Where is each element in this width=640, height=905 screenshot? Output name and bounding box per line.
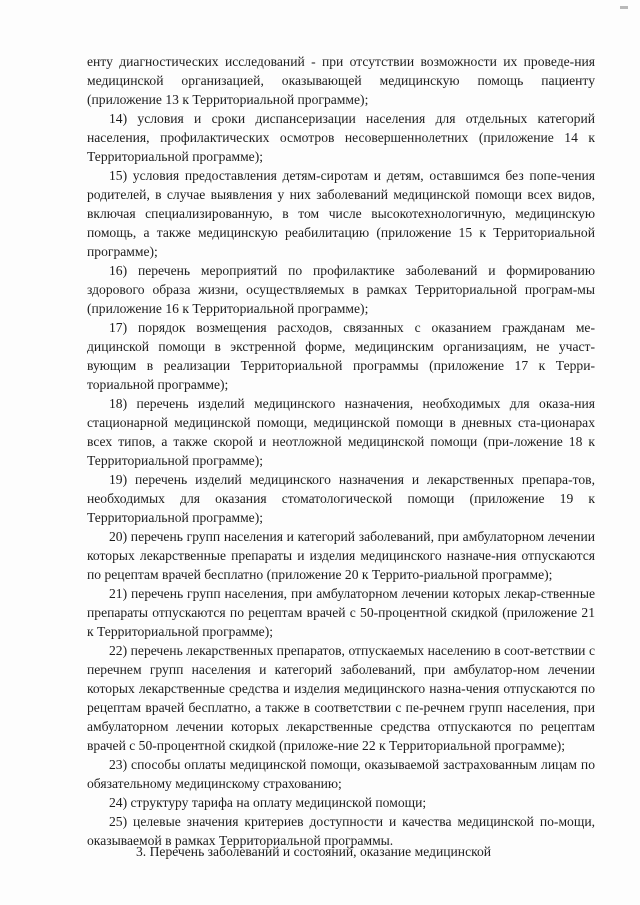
list-item-20: 20) перечень групп населения и категорий заболеваний, при амбулаторном лечении которых лекарственные препараты и изделия медицинского назначе-ния отпускаются по рецептам врачей бесплатно (приложение 20 к Террито-риальной программе); — [87, 529, 595, 582]
scan-artifact — [620, 6, 628, 9]
list-item-17: 17) порядок возмещения расходов, связанных с оказанием гражданам ме-дицинской помощи в экстренной форме, медицинским организациям, не участ-вующим в реализации Территориальной программы (приложение 17 к Терри-ториальной программе); — [87, 320, 595, 392]
list-item-16: 16) перечень мероприятий по профилактике заболеваний и формированию здорового образа жизни, осуществляемых в рамках Территориальной програм-мы (приложение 16 к Территориальной программе); — [87, 263, 595, 316]
list-item-24: 24) структуру тарифа на оплату медицинской помощи; — [109, 795, 427, 810]
list-item-19: 19) перечень изделий медицинского назначения и лекарственных препара-тов, необходимых для оказания стоматологической помощи (приложение 19 к Территориальной программе); — [87, 472, 595, 525]
list-item-14: 14) условия и сроки диспансеризации населения для отдельных категорий населения, профилактических осмотров несовершеннолетних (приложение 14 к Территориальной программе); — [87, 111, 595, 164]
section-heading: 3. Перечень заболеваний и состояний, оказание медицинской — [136, 844, 492, 859]
list-item-15: 15) условия предоставления детям-сиротам и детям, оставшимся без попе-чения родителей, в случае выявления у них заболеваний медицинской помощи всех видов, включая специализированную, в том числе высокотехнологичную, медицинскую помощь, а также медицинскую реабилитацию (приложение 15 к Территориальной программе); — [87, 168, 595, 259]
list-item-21: 21) перечень групп населения, при амбулаторном лечении которых лекар-ственные препараты отпускаются по рецептам врачей с 50-процентной скидкой (приложение 21 к Территориальной программе); — [87, 586, 595, 639]
list-item-23: 23) способы оплаты медицинской помощи, оказываемой застрахованным лицам по обязательному медицинскому страхованию; — [87, 757, 595, 791]
list-item-22: 22) перечень лекарственных препаратов, отпускаемых населению в соот-ветствии с перечнем групп населения и категорий заболеваний, при амбулатор-ном лечении которых лекарственные средства и изделия медицинского назна-чения отпускаются по рецептам врачей бесплатно, а также в соответствии с пе-речнем групп населения, при амбулаторном лечении которых лекарственные средства отпускаются по рецептам врачей с 50-процентной скидкой (приложе-ние 22 к Территориальной программе); — [87, 643, 595, 753]
list-item-18: 18) перечень изделий медицинского назначения, необходимых для оказа-ния стационарной медицинской помощи, медицинской помощи в дневных ста-ционарах всех типов, а также скорой и неотложной медицинской помощи (при-ложение 18 к Территориальной программе); — [87, 396, 595, 468]
paragraph-continuation: енту диагностических исследований - при отсутствии возможности их проведе-ния медицинской организацией, оказывающей медицинскую помощь пациенту (приложение 13 к Территориальной программе); — [87, 54, 595, 107]
document-body — [87, 52, 595, 850]
list-item-25: 25) целевые значения критериев доступности и качества медицинской по-мощи, оказываемой в рамках Территориальной программы. — [87, 814, 595, 848]
